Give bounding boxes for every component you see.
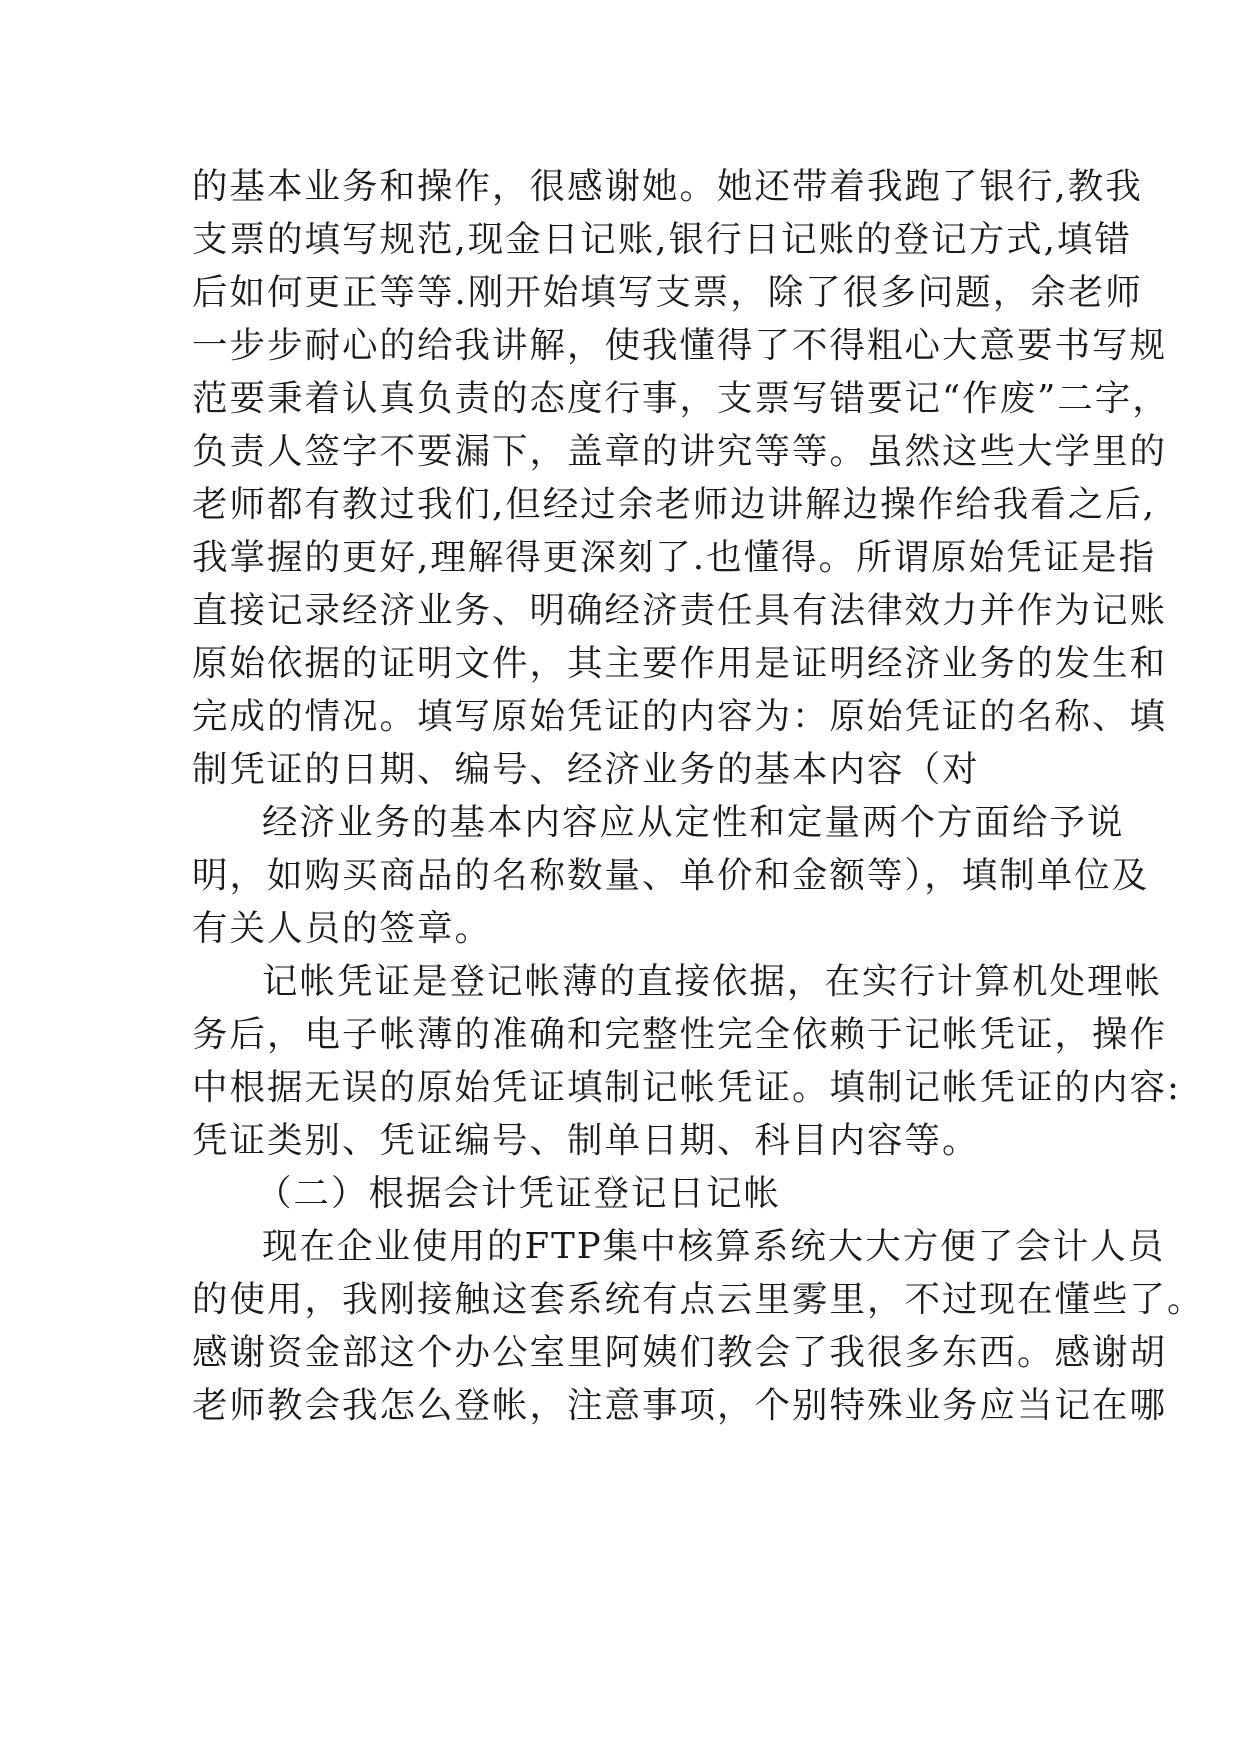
- paragraph-line: 原始依据的证明文件，其主要作用是证明经济业务的发生和: [192, 643, 1168, 684]
- paragraph-line: 老师教会我怎么登帐，注意事项，个别特殊业务应当记在哪: [192, 1385, 1168, 1426]
- paragraph-line: 支票的填写规范,现金日记账,银行日记账的登记方式,填错: [192, 219, 1132, 260]
- paragraph-line: 老师都有教过我们,但经过余老师边讲解边操作给我看之后,: [192, 484, 1157, 525]
- paragraph-line: 一步步耐心的给我讲解，使我懂得了不得粗心大意要书写规: [192, 325, 1168, 366]
- paragraph-line: 的使用，我刚接触这套系统有点云里雾里，不过现在懂些了。: [192, 1279, 1205, 1320]
- paragraph-line: 制凭证的日期、编号、经济业务的基本内容（对: [192, 749, 980, 790]
- paragraph-line: 有关人员的签章。: [192, 908, 493, 949]
- paragraph-line: 范要秉着认真负责的态度行事，支票写错要记“作废”二字，: [192, 378, 1170, 419]
- paragraph-line: 凭证类别、凭证编号、制单日期、科目内容等。: [192, 1120, 980, 1161]
- section-heading: （二）根据会计凭证登记日记帐: [256, 1173, 782, 1214]
- paragraph-line: 的基本业务和操作，很感谢她。她还带着我跑了银行,教我: [192, 166, 1143, 207]
- paragraph-first-line: 现在企业使用的FTP集中核算系统大大方便了会计人员: [262, 1226, 1166, 1267]
- paragraph-line: 中根据无误的原始凭证填制记帐凭证。填制记帐凭证的内容:: [192, 1067, 1181, 1108]
- paragraph-line: 后如何更正等等.刚开始填写支票，除了很多问题，余老师: [192, 272, 1143, 313]
- paragraph-line: 感谢资金部这个办公室里阿姨们教会了我很多东西。感谢胡: [192, 1332, 1168, 1373]
- paragraph-first-line: 记帐凭证是登记帐薄的直接依据，在实行计算机处理帐: [262, 961, 1163, 1002]
- body-text: [192, 160, 1205, 1432]
- paragraph-line: 我掌握的更好,理解得更深刻了.也懂得。所谓原始凭证是指: [192, 537, 1157, 578]
- paragraph-line: 务后，电子帐薄的准确和完整性完全依赖于记帐凭证，操作: [192, 1014, 1168, 1055]
- paragraph-line: 直接记录经济业务、明确经济责任具有法律效力并作为记账: [192, 590, 1168, 631]
- paragraph-first-line: 经济业务的基本内容应从定性和定量两个方面给予说: [262, 802, 1125, 843]
- paragraph-line: 明，如购买商品的名称数量、单价和金额等），填制单位及: [192, 855, 1150, 896]
- paragraph-line: 负责人签字不要漏下，盖章的讲究等等。虽然这些大学里的: [192, 431, 1168, 472]
- paragraph-line: 完成的情况。填写原始凭证的内容为：原始凭证的名称、填: [192, 696, 1168, 737]
